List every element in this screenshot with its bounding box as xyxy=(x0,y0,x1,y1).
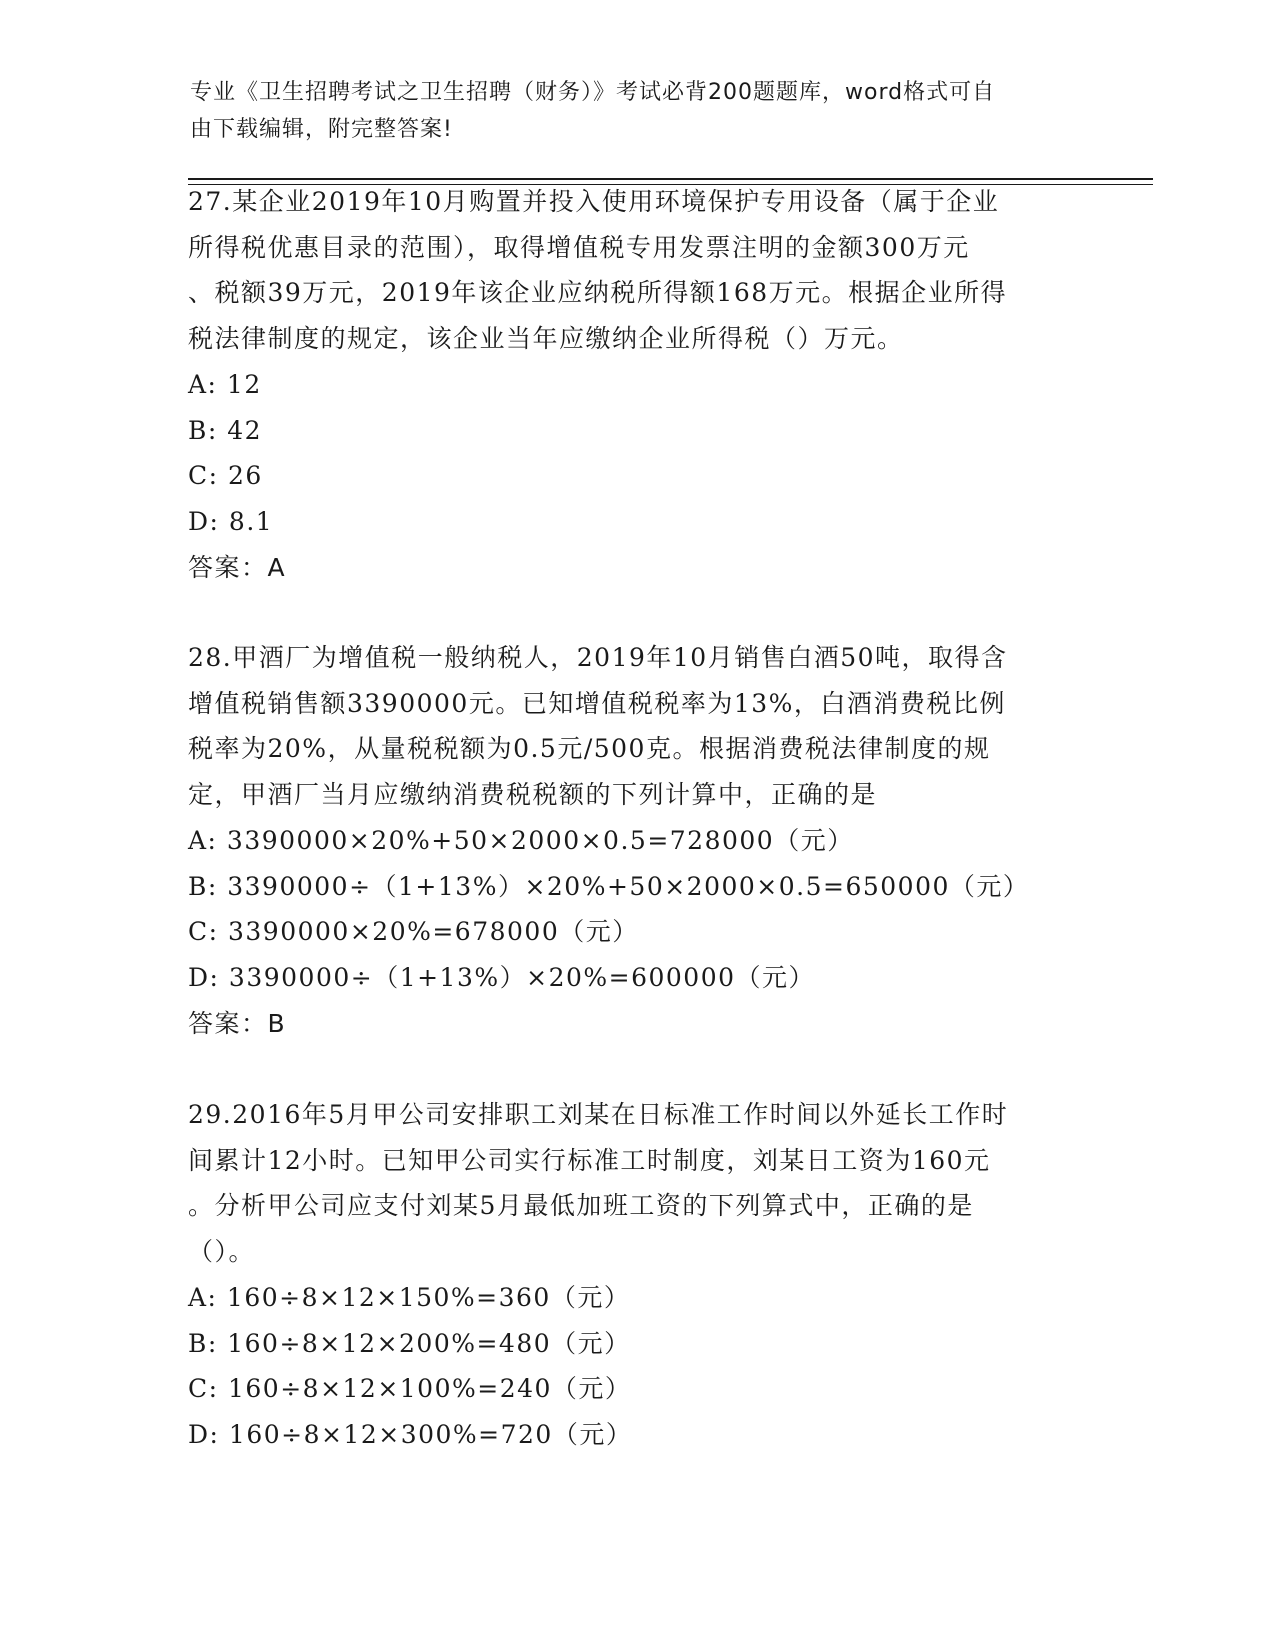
question-28 xyxy=(188,635,1088,1046)
question-stem xyxy=(188,635,1088,818)
question-27 xyxy=(188,179,1088,590)
stem-line: 所得税优惠目录的范围），取得增值税专用发票注明的金额300万元 xyxy=(188,232,970,262)
stem-line: 增值税销售额3390000元。已知增值税税率为13%，白酒消费税比例 xyxy=(188,688,1006,718)
option-b: B: 160÷8×12×200%=480（元） xyxy=(188,1328,631,1358)
option-a: A: 12 xyxy=(188,369,262,399)
header-line-2: 由下载编辑，附完整答案! xyxy=(190,117,453,142)
question-29 xyxy=(188,1092,1088,1458)
question-stem xyxy=(188,179,1088,362)
option-c: C: 160÷8×12×100%=240（元） xyxy=(188,1374,632,1404)
option-d: D: 3390000÷（1+13%）×20%=600000（元） xyxy=(188,962,816,992)
stem-line: 28.甲酒厂为增值税一般纳税人，2019年10月销售白酒50吨，取得含 xyxy=(188,643,1008,672)
stem-line: 间累计12小时。已知甲公司实行标准工时制度，刘某日工资为160元 xyxy=(188,1145,991,1175)
stem-line: 税法律制度的规定，该企业当年应缴纳企业所得税（）万元。 xyxy=(188,324,904,354)
stem-line: 税率为20%，从量税税额为0.5元/500克。根据消费税法律制度的规 xyxy=(188,734,991,764)
option-a: A: 3390000×20%+50×2000×0.5=728000（元） xyxy=(188,825,854,855)
header-line-1: 专业《卫生招聘考试之卫生招聘（财务）》考试必背200题题库，word格式可自 xyxy=(190,80,996,105)
stem-line: 定，甲酒厂当月应缴纳消费税税额的下列计算中，正确的是 xyxy=(188,780,878,810)
stem-line: 。分析甲公司应支付刘某5月最低加班工资的下列算式中，正确的是 xyxy=(188,1191,974,1221)
stem-line: 、税额39万元，2019年该企业应纳税所得额168万元。根据企业所得 xyxy=(188,278,1008,308)
stem-line: （）。 xyxy=(188,1237,256,1267)
option-b: B: 3390000÷（1+13%）×20%+50×2000×0.5=650000（元） xyxy=(188,871,1030,901)
stem-line: 27.某企业2019年10月购置并投入使用环境保护专用设备（属于企业 xyxy=(188,187,1000,216)
option-c: C: 26 xyxy=(188,461,263,491)
option-c: C: 3390000×20%=678000（元） xyxy=(188,917,639,947)
option-a: A: 160÷8×12×150%=360（元） xyxy=(188,1282,631,1312)
option-d: D: 160÷8×12×300%=720（元） xyxy=(188,1419,633,1449)
option-b: B: 42 xyxy=(188,415,263,445)
option-d: D: 8.1 xyxy=(188,506,274,536)
answer-line: 答案：B xyxy=(188,1008,287,1038)
document-header xyxy=(190,74,1090,148)
answer-line: 答案：A xyxy=(188,552,287,582)
question-stem xyxy=(188,1092,1088,1275)
stem-line: 29.2016年5月甲公司安排职工刘某在日标准工作时间以外延长工作时 xyxy=(188,1100,1009,1129)
